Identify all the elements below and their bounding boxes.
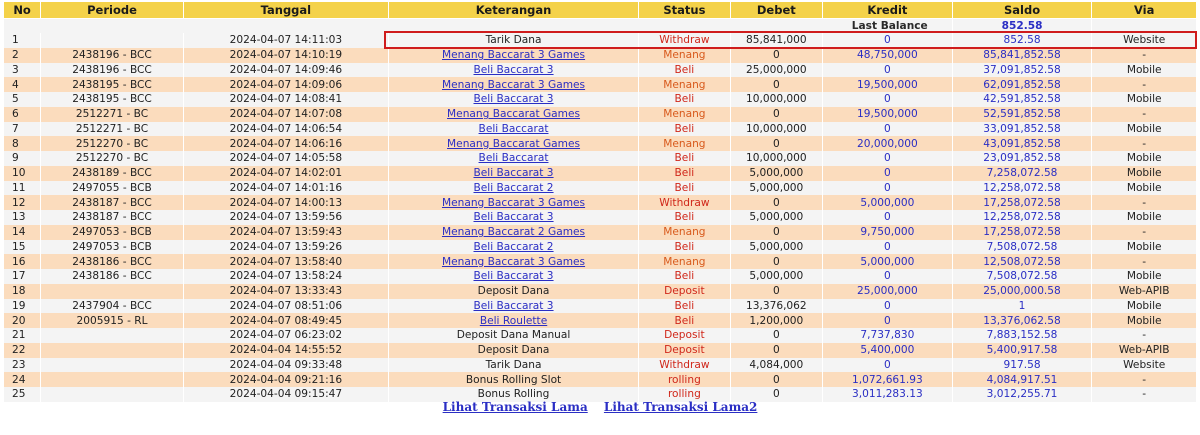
cell-no: 21 [4,328,40,343]
transaction-rows [4,19,1196,402]
cell-via: - [1092,372,1196,387]
cell-debet: 10,000,000 [731,151,822,166]
cell-via: Mobile [1092,269,1196,284]
cell-keterangan [389,63,638,78]
table-row [4,166,1196,181]
cell-saldo: 52,591,852.58 [953,107,1092,122]
cell-saldo: 7,508,072.58 [953,269,1092,284]
table-row [4,48,1196,63]
cell-keterangan [389,107,638,122]
cell-saldo: 17,258,072.58 [953,195,1092,210]
cell-saldo: 62,091,852.58 [953,77,1092,92]
cell-tanggal: 2024-04-04 09:15:47 [184,387,388,402]
last-balance-value: 852.58 [953,19,1092,33]
cell-debet: 0 [731,387,822,402]
cell-via: Website [1092,358,1196,373]
cell-kredit: 0 [823,151,952,166]
cell-via: Mobile [1092,151,1196,166]
cell-via: - [1092,225,1196,240]
table-row [4,240,1196,255]
table-row [4,210,1196,225]
cell-debet: 5,000,000 [731,181,822,196]
cell-no: 6 [4,107,40,122]
cell-periode: 2438195 - BCC [41,92,183,107]
description-link[interactable]: Beli Baccarat [478,152,549,165]
cell-via: Mobile [1092,313,1196,328]
cell-status: Menang [639,136,729,151]
footer-links [0,400,1200,414]
cell-kredit: 0 [823,240,952,255]
cell-periode: 2438195 - BCC [41,77,183,92]
cell-keterangan [389,210,638,225]
cell-kredit: 0 [823,181,952,196]
cell-tanggal: 2024-04-07 06:23:02 [184,328,388,343]
cell-status: Beli [639,166,729,181]
cell-tanggal: 2024-04-07 14:01:16 [184,181,388,196]
cell-tanggal: 2024-04-07 14:10:19 [184,48,388,63]
cell-debet: 0 [731,107,822,122]
cell-kredit: 0 [823,313,952,328]
cell-kredit: 0 [823,358,952,373]
cell-status: Beli [639,269,729,284]
description-link[interactable]: Beli Baccarat 2 [473,181,554,194]
cell-kredit: 48,750,000 [823,48,952,63]
cell-no: 13 [4,210,40,225]
cell-kredit: 19,500,000 [823,77,952,92]
cell-kredit: 19,500,000 [823,107,952,122]
cell-saldo: 3,012,255.71 [953,387,1092,402]
cell-debet: 13,376,062 [731,299,822,314]
cell-keterangan [389,254,638,269]
cell-no: 5 [4,92,40,107]
header-saldo: Saldo [953,2,1092,19]
cell-keterangan: Deposit Dana Manual [389,328,638,343]
table-row [4,313,1196,328]
cell-no: 25 [4,387,40,402]
cell-keterangan [389,122,638,137]
cell-no: 24 [4,372,40,387]
cell-keterangan: Bonus Rolling [389,387,638,402]
cell-no: 8 [4,136,40,151]
cell-debet: 0 [731,136,822,151]
description-link[interactable]: Menang Baccarat Games [447,108,581,121]
cell-saldo: 7,883,152.58 [953,328,1092,343]
cell-status: Menang [639,254,729,269]
table-row [4,33,1196,48]
cell-via: Website [1092,33,1196,48]
cell-no: 14 [4,225,40,240]
cell-debet: 85,841,000 [731,33,822,48]
cell-no: 10 [4,166,40,181]
last-balance-label: Last Balance [4,19,952,33]
cell-via: - [1092,48,1196,63]
description-link[interactable]: Menang Baccarat 3 Games [441,49,586,62]
cell-periode [41,372,183,387]
cell-status: Beli [639,92,729,107]
header-via: Via [1092,2,1196,19]
cell-saldo: 917.58 [953,358,1092,373]
cell-tanggal: 2024-04-07 14:06:54 [184,122,388,137]
table-row [4,343,1196,358]
table-row [4,77,1196,92]
cell-keterangan [389,195,638,210]
cell-periode: 2438186 - BCC [41,269,183,284]
description-link[interactable]: Beli Baccarat 3 [473,299,554,312]
cell-tanggal: 2024-04-07 14:02:01 [184,166,388,181]
cell-no: 18 [4,284,40,299]
description-link[interactable]: Menang Baccarat Games [447,137,581,150]
table-row [4,284,1196,299]
cell-saldo: 17,258,072.58 [953,225,1092,240]
cell-saldo: 852.58 [953,33,1092,48]
cell-keterangan [389,166,638,181]
cell-no: 1 [4,33,40,48]
cell-debet: 0 [731,77,822,92]
cell-tanggal: 2024-04-04 09:33:48 [184,358,388,373]
description-link[interactable]: Beli Baccarat 3 [473,211,554,224]
table-row [4,269,1196,284]
header-kredit: Kredit [823,2,952,19]
description-link[interactable]: Menang Baccarat 3 Games [441,78,586,91]
cell-kredit: 0 [823,33,952,48]
cell-periode: 2005915 - RL [41,313,183,328]
table-row [4,136,1196,151]
cell-tanggal: 2024-04-07 14:11:03 [184,33,388,48]
cell-status: Beli [639,151,729,166]
cell-no: 4 [4,77,40,92]
transaction-history [3,2,1197,402]
cell-debet: 1,200,000 [731,313,822,328]
cell-status: Menang [639,48,729,63]
cell-saldo: 7,258,072.58 [953,166,1092,181]
cell-via: - [1092,328,1196,343]
cell-status: Beli [639,210,729,225]
cell-kredit: 0 [823,63,952,78]
old-transactions-link[interactable]: Lihat Transaksi Lama [442,400,588,414]
cell-periode: 2438187 - BCC [41,195,183,210]
cell-periode: 2512271 - BC [41,122,183,137]
description-link[interactable]: Beli Baccarat 3 [473,93,554,106]
cell-kredit: 9,750,000 [823,225,952,240]
cell-via: Mobile [1092,210,1196,225]
cell-saldo: 4,084,917.51 [953,372,1092,387]
cell-keterangan [389,240,638,255]
cell-via: Web-APIB [1092,343,1196,358]
header-debet: Debet [731,2,822,19]
cell-saldo: 13,376,062.58 [953,313,1092,328]
cell-kredit: 0 [823,210,952,225]
cell-status: Deposit [639,328,729,343]
description-link[interactable]: Beli Baccarat 2 [473,240,554,253]
cell-debet: 0 [731,254,822,269]
cell-periode: 2497053 - BCB [41,240,183,255]
cell-periode: 2437904 - BCC [41,299,183,314]
cell-debet: 5,000,000 [731,269,822,284]
cell-debet: 0 [731,48,822,63]
cell-debet: 10,000,000 [731,92,822,107]
table-row [4,328,1196,343]
cell-saldo: 43,091,852.58 [953,136,1092,151]
cell-status: Menang [639,77,729,92]
cell-saldo: 7,508,072.58 [953,240,1092,255]
cell-periode: 2497055 - BCB [41,181,183,196]
cell-periode [41,33,183,48]
cell-periode [41,343,183,358]
cell-via: Mobile [1092,240,1196,255]
cell-keterangan [389,136,638,151]
cell-via: Mobile [1092,166,1196,181]
cell-saldo: 25,000,000.58 [953,284,1092,299]
cell-tanggal: 2024-04-07 14:07:08 [184,107,388,122]
cell-kredit: 0 [823,299,952,314]
cell-keterangan: Deposit Dana [389,343,638,358]
cell-periode [41,284,183,299]
cell-debet: 5,000,000 [731,210,822,225]
cell-periode: 2438189 - BCC [41,166,183,181]
cell-no: 3 [4,63,40,78]
table-row [4,299,1196,314]
cell-tanggal: 2024-04-07 13:59:26 [184,240,388,255]
cell-debet: 10,000,000 [731,122,822,137]
cell-kredit: 1,072,661.93 [823,372,952,387]
cell-debet: 0 [731,225,822,240]
cell-saldo: 42,591,852.58 [953,92,1092,107]
cell-periode [41,358,183,373]
last-balance-row [4,19,1196,33]
old-transactions-2-link[interactable]: Lihat Transaksi Lama2 [603,400,758,414]
cell-no: 9 [4,151,40,166]
cell-kredit: 5,000,000 [823,254,952,269]
cell-tanggal: 2024-04-07 14:08:41 [184,92,388,107]
cell-status: Withdraw [639,358,729,373]
cell-debet: 0 [731,328,822,343]
cell-tanggal: 2024-04-07 08:49:45 [184,313,388,328]
cell-debet: 25,000,000 [731,63,822,78]
cell-keterangan [389,269,638,284]
table-row [4,92,1196,107]
cell-status: Beli [639,313,729,328]
cell-via: - [1092,136,1196,151]
cell-via: - [1092,107,1196,122]
cell-via: Mobile [1092,63,1196,78]
cell-no: 7 [4,122,40,137]
cell-status: Beli [639,240,729,255]
last-balance-via [1092,19,1196,33]
cell-periode: 2438187 - BCC [41,210,183,225]
cell-keterangan: Bonus Rolling Slot [389,372,638,387]
table-row [4,63,1196,78]
cell-saldo: 33,091,852.58 [953,122,1092,137]
cell-status: Withdraw [639,33,729,48]
cell-status: Menang [639,225,729,240]
cell-no: 15 [4,240,40,255]
cell-debet: 0 [731,195,822,210]
description-link[interactable]: Menang Baccarat 2 Games [441,226,586,239]
cell-keterangan: Tarik Dana [389,358,638,373]
cell-status: Withdraw [639,195,729,210]
cell-via: - [1092,254,1196,269]
cell-via: Mobile [1092,92,1196,107]
cell-kredit: 3,011,283.13 [823,387,952,402]
description-link[interactable]: Beli Roulette [479,314,548,327]
header-status: Status [639,2,729,19]
cell-status: rolling [639,387,729,402]
cell-tanggal: 2024-04-07 14:09:06 [184,77,388,92]
cell-status: Menang [639,107,729,122]
cell-tanggal: 2024-04-07 13:58:24 [184,269,388,284]
cell-keterangan [389,299,638,314]
cell-via: Web-APIB [1092,284,1196,299]
cell-periode: 2512270 - BC [41,151,183,166]
cell-kredit: 0 [823,122,952,137]
description-link[interactable]: Beli Baccarat 3 [473,63,554,76]
cell-via: Mobile [1092,181,1196,196]
cell-saldo: 85,841,852.58 [953,48,1092,63]
cell-debet: 5,000,000 [731,166,822,181]
cell-status: Beli [639,299,729,314]
cell-tanggal: 2024-04-07 13:33:43 [184,284,388,299]
cell-debet: 4,084,000 [731,358,822,373]
cell-tanggal: 2024-04-04 14:55:52 [184,343,388,358]
cell-keterangan [389,313,638,328]
cell-periode: 2512271 - BC [41,107,183,122]
header-periode: Periode [41,2,183,19]
cell-tanggal: 2024-04-07 14:06:16 [184,136,388,151]
cell-no: 22 [4,343,40,358]
cell-no: 11 [4,181,40,196]
cell-periode: 2438196 - BCC [41,48,183,63]
cell-keterangan [389,48,638,63]
cell-kredit: 7,737,830 [823,328,952,343]
cell-status: Beli [639,122,729,137]
cell-via: - [1092,195,1196,210]
cell-kredit: 0 [823,166,952,181]
cell-keterangan [389,151,638,166]
table-row [4,195,1196,210]
cell-tanggal: 2024-04-07 14:05:58 [184,151,388,166]
cell-debet: 0 [731,372,822,387]
cell-status: rolling [639,372,729,387]
cell-debet: 0 [731,343,822,358]
cell-no: 23 [4,358,40,373]
cell-no: 19 [4,299,40,314]
cell-tanggal: 2024-04-07 14:09:46 [184,63,388,78]
table-row [4,225,1196,240]
cell-no: 2 [4,48,40,63]
description-link[interactable]: Beli Baccarat 3 [473,167,554,180]
description-link[interactable]: Menang Baccarat 3 Games [441,196,586,209]
cell-periode [41,328,183,343]
cell-saldo: 5,400,917.58 [953,343,1092,358]
cell-saldo: 12,508,072.58 [953,254,1092,269]
table-header-row [4,2,1196,19]
cell-no: 12 [4,195,40,210]
cell-via: - [1092,77,1196,92]
description-link[interactable]: Menang Baccarat 3 Games [441,255,586,268]
cell-keterangan: Tarik Dana [389,33,638,48]
cell-via: Mobile [1092,299,1196,314]
cell-via: - [1092,387,1196,402]
cell-kredit: 0 [823,269,952,284]
description-link[interactable]: Beli Baccarat 3 [473,270,554,283]
cell-keterangan [389,181,638,196]
cell-periode: 2512270 - BC [41,136,183,151]
cell-status: Beli [639,63,729,78]
cell-saldo: 12,258,072.58 [953,210,1092,225]
cell-tanggal: 2024-04-07 13:59:56 [184,210,388,225]
cell-kredit: 5,400,000 [823,343,952,358]
cell-kredit: 25,000,000 [823,284,952,299]
cell-tanggal: 2024-04-04 09:21:16 [184,372,388,387]
table-row [4,151,1196,166]
cell-periode: 2438196 - BCC [41,63,183,78]
cell-saldo: 23,091,852.58 [953,151,1092,166]
cell-no: 16 [4,254,40,269]
cell-tanggal: 2024-04-07 08:51:06 [184,299,388,314]
table-row [4,122,1196,137]
cell-debet: 5,000,000 [731,240,822,255]
table-row [4,254,1196,269]
header-keterangan: Keterangan [389,2,638,19]
cell-status: Deposit [639,284,729,299]
cell-kredit: 20,000,000 [823,136,952,151]
cell-keterangan [389,225,638,240]
cell-periode: 2497053 - BCB [41,225,183,240]
cell-keterangan [389,77,638,92]
cell-keterangan: Deposit Dana [389,284,638,299]
header-tanggal: Tanggal [184,2,388,19]
cell-no: 17 [4,269,40,284]
table-row [4,358,1196,373]
cell-via: Mobile [1092,122,1196,137]
cell-tanggal: 2024-04-07 13:58:40 [184,254,388,269]
cell-saldo: 1 [953,299,1092,314]
table-row [4,372,1196,387]
transaction-table [3,2,1197,402]
cell-status: Beli [639,181,729,196]
cell-periode: 2438186 - BCC [41,254,183,269]
cell-kredit: 0 [823,92,952,107]
table-row [4,107,1196,122]
cell-tanggal: 2024-04-07 13:59:43 [184,225,388,240]
description-link[interactable]: Beli Baccarat [478,122,549,135]
cell-keterangan [389,92,638,107]
cell-status: Deposit [639,343,729,358]
header-no: No [4,2,40,19]
cell-tanggal: 2024-04-07 14:00:13 [184,195,388,210]
cell-saldo: 37,091,852.58 [953,63,1092,78]
cell-no: 20 [4,313,40,328]
cell-saldo: 12,258,072.58 [953,181,1092,196]
table-row [4,181,1196,196]
cell-debet: 0 [731,284,822,299]
cell-kredit: 5,000,000 [823,195,952,210]
